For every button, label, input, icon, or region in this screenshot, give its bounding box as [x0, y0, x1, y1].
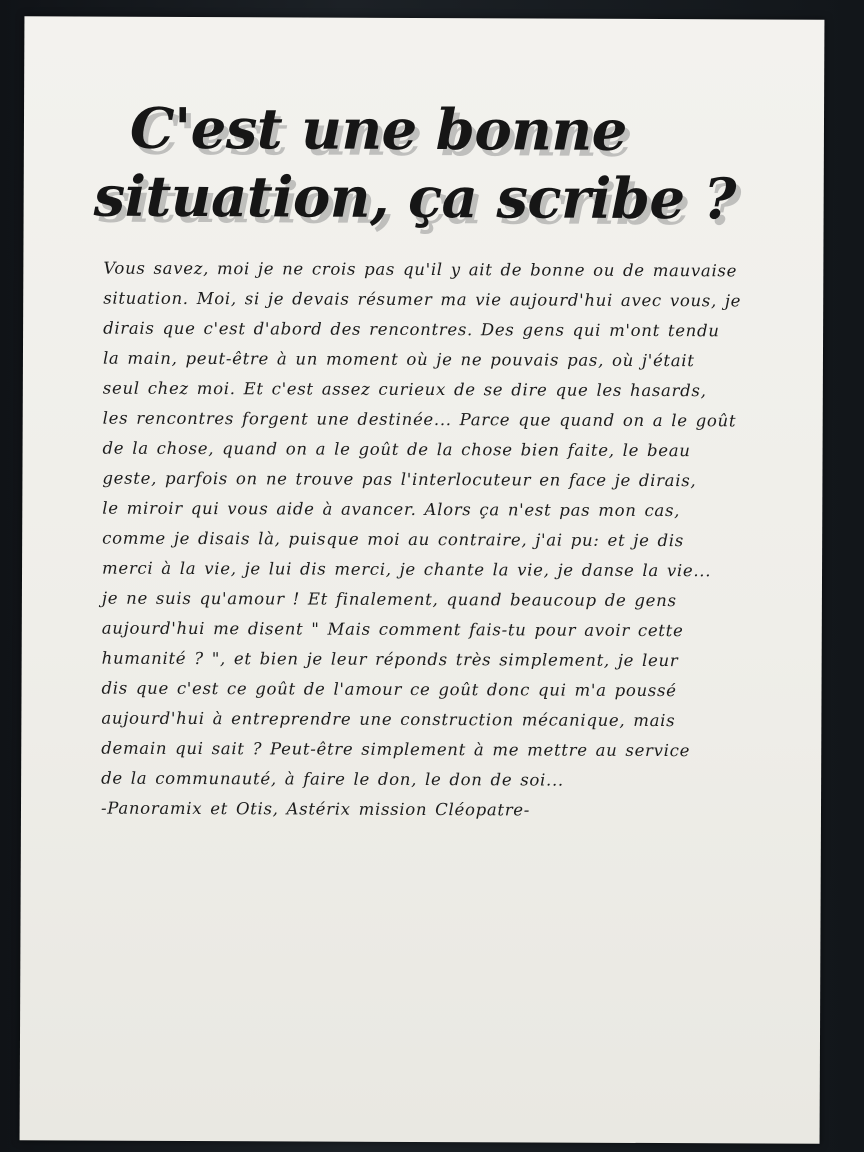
body-line: je ne suis qu'amour ! Et finalement, quand beaucoup de gens — [101, 588, 677, 611]
body-line: aujourd'hui me disent " Mais comment fais-tu pour avoir cette — [101, 618, 684, 641]
body-line: le miroir qui vous aide à avancer. Alors ça n'est pas mon cas, — [102, 498, 681, 521]
body-line: les rencontres forgent une destinée... Parce que quand on a le goût — [102, 408, 737, 431]
body-line: la main, peut-être à un moment où je ne pouvais pas, où j'était — [102, 348, 695, 371]
body-line: Vous savez, moi je ne crois pas qu'il y ait de bonne ou de mauvaise — [103, 258, 738, 281]
body-line: demain qui sait ? Peut-être simplement à me mettre au service — [101, 738, 691, 761]
body-line: aujourd'hui à entreprendre une construction mécanique, mais — [101, 708, 676, 731]
paper-card — [20, 16, 825, 1143]
page-title — [94, 95, 795, 234]
body-line: seul chez moi. Et c'est assez curieux de se dire que les hasards, — [102, 378, 707, 401]
body-line: geste, parfois on ne trouve pas l'interlocuteur en face je dirais, — [102, 468, 697, 491]
body-line: dis que c'est ce goût de l'amour ce goût donc qui m'a poussé — [101, 678, 677, 701]
body-line: de la communauté, à faire le don, le don de soi... — [101, 768, 564, 790]
body-line: humanité ? ", et bien je leur réponds très simplement, je leur — [101, 648, 679, 671]
body-line: de la chose, quand on a le goût de la chose bien faite, le beau — [102, 438, 691, 461]
body-line: comme je disais là, puisque moi au contraire, j'ai pu: et je dis — [102, 528, 684, 551]
body-line: dirais que c'est d'abord des rencontres. Des gens qui m'ont tendu — [103, 318, 720, 341]
title-line-1: C'est une bonne — [129, 95, 627, 164]
body-line: situation. Moi, si je devais résumer ma vie aujourd'hui avec vous, je — [103, 288, 742, 311]
quote-body — [101, 254, 793, 827]
title-line-2: situation, ça scribe ? — [93, 163, 737, 233]
signature: -Panoramix et Otis, Astérix mission Cléopatre- — [100, 798, 531, 820]
body-line: merci à la vie, je lui dis merci, je chante la vie, je danse la vie... — [102, 558, 712, 581]
